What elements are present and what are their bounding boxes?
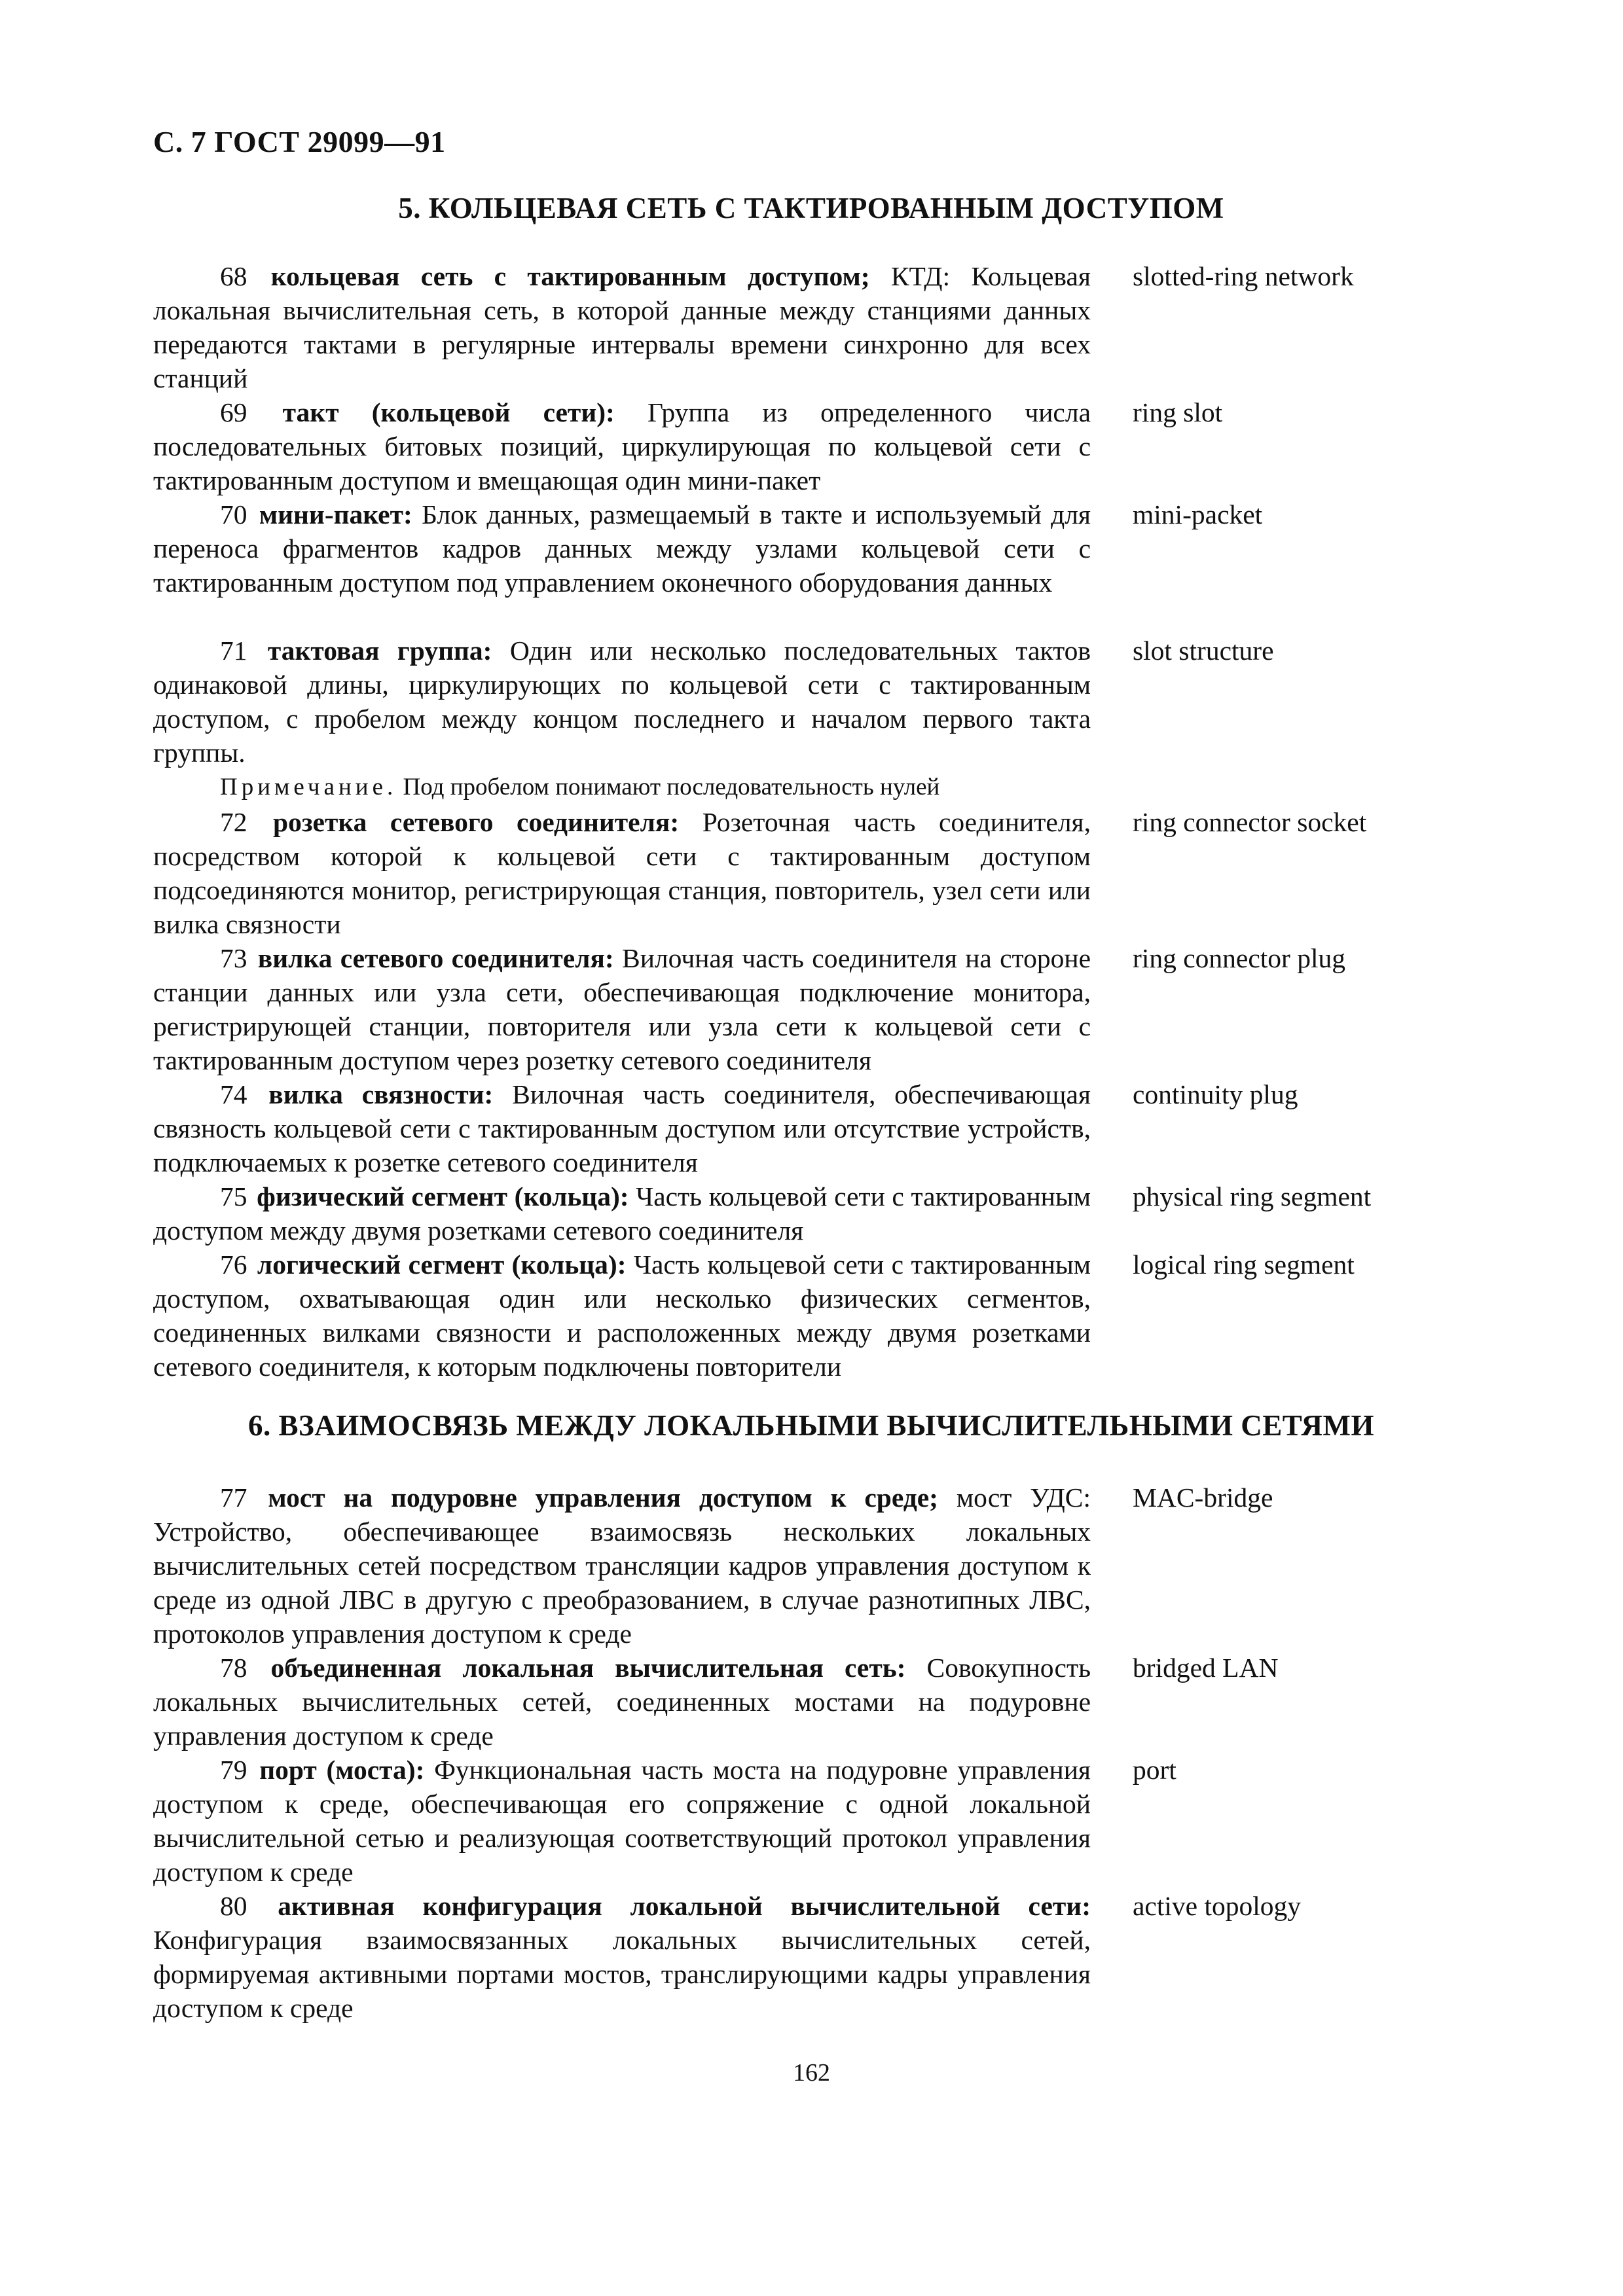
note-label: Примечание. [220, 774, 397, 800]
entry-text: Функциональная часть моста на подуровне управления доступом к среде, обеспечивающая его сопряжение с одной локальной вычислительной сетью и реализующая соответствующий протокол управления доступом к среде [153, 1755, 1091, 1887]
entry-number: 74 [220, 1079, 247, 1109]
entry-definition [153, 1651, 1091, 1753]
entry-english-term: physical ring segment [1133, 1181, 1372, 1211]
entry-term: логический сегмент (кольца): [257, 1249, 627, 1280]
entry-english-term: continuity plug [1133, 1079, 1298, 1109]
entry-text: мост УДС: Устройство, обеспечивающее взаимосвязь нескольких локальных вычислительных сетей посредством трансляции кадров управления доступом к среде из одной ЛВС в другую с преобразованием, в случае разнотипных ЛВС, протоколов управления доступом к среде [153, 1482, 1091, 1649]
entry-english-term: ring connector plug [1133, 943, 1345, 973]
entry-definition [153, 1179, 1091, 1247]
entry-number: 79 [220, 1755, 247, 1785]
entry-text: Один или несколько последовательных тактов одинаковой длины, циркулирующих по кольцевой сети с тактированным доступом, с пробелом между концом последнего и началом первого такта группы. [153, 636, 1091, 768]
entry-term: вилка связности: [268, 1079, 494, 1109]
entry-number: 68 [220, 261, 247, 291]
entry-definition [153, 1077, 1091, 1179]
entry-english-term: ring slot [1133, 397, 1223, 427]
entry-english-term: logical ring segment [1133, 1249, 1355, 1280]
entry-text: Вилочная часть соединителя, обеспечивающая связность кольцевой сети с тактированным доступом или отсутствие устройств, подключаемых к розетке сетевого соединителя [153, 1079, 1091, 1177]
entry-english-term: active topology [1133, 1891, 1302, 1921]
entry-term: кольцевая сеть с тактированным доступом; [270, 261, 870, 291]
section-title-6: 6. ВЗАИМОСВЯЗЬ МЕЖДУ ЛОКАЛЬНЫМИ ВЫЧИСЛИТЕЛЬНЫМИ СЕТЯМИ [248, 1409, 1374, 1442]
entry-text: Конфигурация взаимосвязанных локальных вычислительных сетей, формируемая активными портами мостов, транслирующими кадры управления доступом к среде [153, 1925, 1091, 2023]
section-title-5: 5. КОЛЬЦЕВАЯ СЕТЬ С ТАКТИРОВАННЫМ ДОСТУПОМ [398, 192, 1224, 224]
running-head: С. 7 ГОСТ 29099—91 [153, 125, 446, 158]
note-text: Под пробелом понимают последовательность нулей [403, 774, 940, 800]
entry-definition [153, 805, 1091, 941]
entry-definition [153, 1247, 1091, 1384]
entry-number: 72 [220, 807, 247, 837]
entry-term: физический сегмент (кольца): [257, 1181, 629, 1211]
entry-definition [153, 634, 1091, 770]
entry-text: Совокупность локальных вычислительных сетей, соединенных мостами на подуровне управления доступом к среде [153, 1653, 1091, 1751]
entry-number: 71 [220, 636, 247, 666]
entry-text: Часть кольцевой сети с тактированным доступом между двумя розетками сетевого соединителя [153, 1181, 1091, 1246]
entry-number: 69 [220, 397, 247, 427]
entry-definition [153, 1480, 1091, 1651]
entry-term: объединенная локальная вычислительная сеть: [270, 1653, 906, 1683]
entry-term: мини-пакет: [259, 499, 412, 529]
entry-definition [153, 259, 1091, 395]
entry-english-term: port [1133, 1755, 1176, 1785]
entry-english-term: mini-packet [1133, 499, 1263, 529]
entry-number: 70 [220, 499, 247, 529]
entry-term: такт (кольцевой сети): [282, 397, 615, 427]
entry-english-term: slot structure [1133, 636, 1274, 666]
entry-english-term: slotted-ring network [1133, 261, 1354, 291]
entry-text: КТД: Кольцевая локальная вычислительная сеть, в которой данные между станциями данных передаются тактами в регулярные интервалы времени синхронно для всех станций [153, 261, 1091, 393]
entry-definition [153, 395, 1091, 497]
entry-definition [153, 941, 1091, 1077]
entry-term: активная конфигурация локальной вычислительной сети: [278, 1891, 1091, 1921]
entry-term: тактовая группа: [267, 636, 492, 666]
entry-term: вилка сетевого соединителя: [257, 943, 614, 973]
entry-text: Группа из определенного числа последовательных битовых позиций, циркулирующая по кольцевой сети с тактированным доступом и вмещающая один мини-пакет [153, 397, 1091, 495]
entry-number: 78 [220, 1653, 247, 1683]
entry-term: розетка сетевого соединителя: [273, 807, 680, 837]
entry-definition [153, 1753, 1091, 1889]
entry-english-term: ring connector socket [1133, 807, 1367, 837]
entry-text: Розеточная часть соединителя, посредством которой к кольцевой сети с тактированным доступом подсоединяются монитор, регистрирующая станция, повторитель, узел сети или вилка связности [153, 807, 1091, 939]
page-number: 162 [793, 2059, 830, 2087]
entry-text: Часть кольцевой сети с тактированным доступом, охватывающая один или несколько физических сегментов, соединенных вилками связности и расположенных между двумя розетками сетевого соединителя, к которым подключены повторители [153, 1249, 1091, 1382]
entry-number: 77 [220, 1482, 247, 1513]
entry-text: Блок данных, размещаемый в такте и используемый для переноса фрагментов кадров данных между узлами кольцевой сети с тактированным доступом под управлением оконечного оборудования данных [153, 499, 1091, 598]
entry-english-term: bridged LAN [1133, 1653, 1279, 1683]
entry-number: 76 [220, 1249, 247, 1280]
entry-english-term: MAC-bridge [1133, 1482, 1273, 1513]
entry-number: 80 [220, 1891, 247, 1921]
entry-term: порт (моста): [259, 1755, 425, 1785]
entry-number: 73 [220, 943, 247, 973]
entry-text: Вилочная часть соединителя на стороне станции данных или узла сети, обеспечивающая подключение монитора, регистрирующей станции, повторителя или узла сети к кольцевой сети с тактированным доступом через розетку сетевого соединителя [153, 943, 1091, 1075]
entry-definition [153, 497, 1091, 600]
note [220, 772, 1091, 802]
entry-definition [153, 1889, 1091, 2025]
entry-term: мост на подуровне управления доступом к среде; [268, 1482, 938, 1513]
entry-number: 75 [220, 1181, 247, 1211]
